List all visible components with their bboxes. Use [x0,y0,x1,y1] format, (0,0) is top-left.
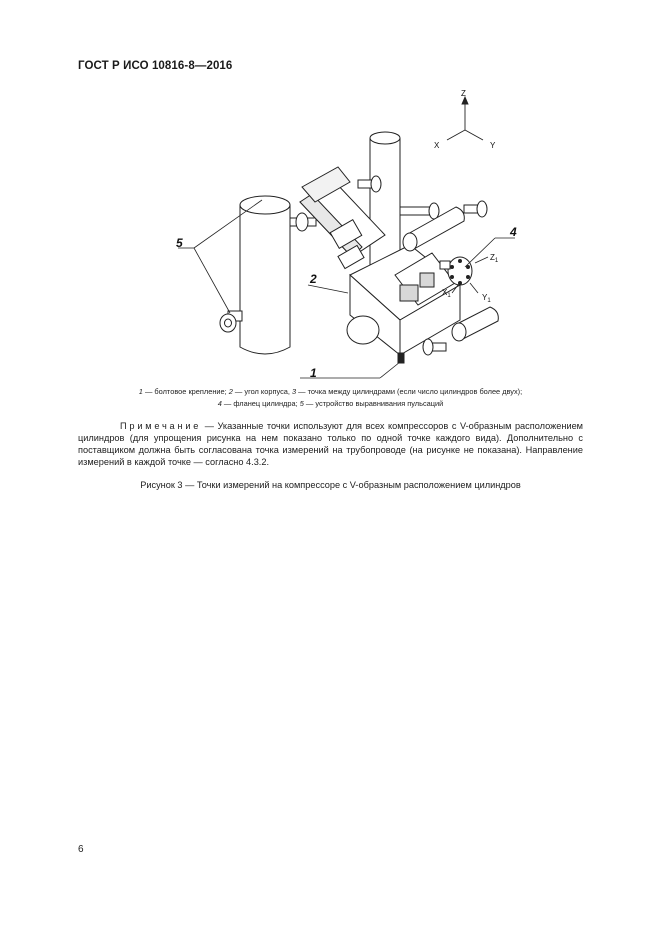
figure-legend [78,386,583,410]
legend-num-4: 4 [217,399,222,408]
axis-z1-label-subscript: 1 [494,258,499,264]
legend-text-2: — угол корпуса, [232,387,292,396]
legend-text-4: — фланец цилиндра; [221,399,300,408]
callout-1: 1 [310,366,317,380]
legend-num-2: 2 [228,387,233,396]
axis-z-label: Z [461,89,466,98]
axis-x1-label: $X_1$ [442,288,451,299]
note-text: — Указанные точки используют для всех компрессоров с V-образным расположением цилиндров (для упрощения рисунка на нем показано только по одной точке каждого вида). Дополнительно с поставщиком должна быть согласована точка измерений на трубопроводе (на рисунке не показана). Направление измерений в каждой точке — согласно 4.3.2. [78,421,583,468]
legend-num-5: 5 [299,399,304,408]
compressor-figure [170,85,530,385]
axis-y1-label: $Y_1$ [482,293,491,304]
note-paragraph [78,420,583,468]
axis-z1-label: $Z_1$ [490,253,499,264]
vessel-nozzle [220,311,242,332]
page-number: 6 [78,844,84,855]
legend-text-1: — болтовое крепление; [142,387,229,396]
callout-4: 4 [510,225,517,239]
axis-x1-label-subscript: 1 [447,293,451,299]
axis-y1-label-subscript: 1 [487,298,491,304]
axis-triad [447,97,483,140]
axis-y-label: Y [490,141,496,150]
left-vessel [240,196,290,354]
figure-title: Рисунок 3 — Точки измерений на компрессоре с V-образным расположением цилиндров [140,480,521,490]
callout-2: 2 [310,272,317,286]
compressor-drawing [170,85,530,385]
legend-num-1: 1 [138,387,143,396]
callout-5: 5 [176,236,183,250]
legend-text-3: — точка между цилиндрами (если число цилиндров более двух); [296,387,523,396]
note-label: Примечание [120,421,202,431]
document-header: ГОСТ Р ИСО 10816-8—2016 [78,60,233,72]
axis-x-label: X [434,141,440,150]
legend-text-5: — устройство выравнивания пульсаций [303,399,444,408]
legend-num-3: 3 [291,387,297,396]
